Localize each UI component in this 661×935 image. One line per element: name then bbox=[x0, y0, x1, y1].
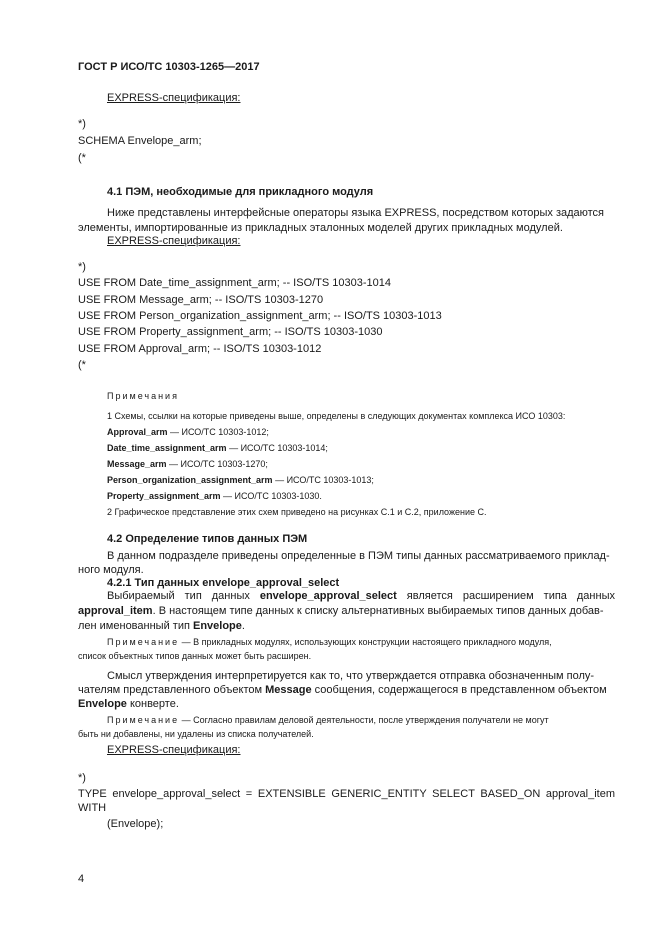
document-header: ГОСТ Р ИСО/ТС 10303-1265—2017 bbox=[78, 61, 260, 73]
code-line: USE FROM Message_arm; -- ISO/TS 10303-1270 bbox=[78, 294, 324, 306]
code-line: (* bbox=[78, 152, 86, 164]
paragraph-line: ного модуля. bbox=[78, 564, 144, 576]
paragraph-line: approval_item. В настоящем типе данных к списку альтернативных выбираемых типов данных добав- bbox=[78, 605, 604, 617]
express-spec-label: EXPRESS-спецификация: bbox=[107, 235, 241, 247]
note-item: Date_time_assignment_arm — ИСО/ТС 10303-1014; bbox=[107, 443, 328, 453]
notes-heading: Примечания bbox=[107, 391, 179, 401]
paragraph-line: лен именованный тип Envelope. bbox=[78, 620, 245, 632]
note-line: Примечание — Согласно правилам деловой деятельности, после утверждения получатели не могут bbox=[107, 715, 549, 725]
note-line: Примечание — В прикладных модулях, использующих конструкции настоящего прикладного модуля, bbox=[107, 637, 552, 647]
code-line: TYPE envelope_approval_select = EXTENSIBLE GENERIC_ENTITY SELECT BASED_ON approval_item bbox=[78, 788, 615, 800]
section-title: 4.1 ПЭМ, необходимые для прикладного модуля bbox=[107, 186, 374, 198]
paragraph-line: Ниже представлены интерфейсные операторы языка EXPRESS, посредством которых задаются bbox=[107, 207, 605, 219]
subsection-title: 4.2.1 Тип данных envelope_approval_select bbox=[107, 577, 340, 589]
note-item: Approval_arm — ИСО/ТС 10303-1012; bbox=[107, 427, 269, 437]
paragraph-line: Смысл утверждения интерпретируется как то, что утверждается отправка обозначенным полу- bbox=[107, 670, 595, 682]
note-item: Person_organization_assignment_arm — ИСО/ТС 10303-1013; bbox=[107, 475, 374, 485]
code-line: *) bbox=[78, 118, 86, 130]
note-item: Message_arm — ИСО/ТС 10303-1270; bbox=[107, 459, 268, 469]
express-spec-label: EXPRESS-спецификация: bbox=[107, 92, 241, 104]
code-line: USE FROM Date_time_assignment_arm; -- ISO/TS 10303-1014 bbox=[78, 277, 392, 289]
section-title: 4.2 Определение типов данных ПЭМ bbox=[107, 533, 308, 545]
code-line: USE FROM Person_organization_assignment_arm; -- ISO/TS 10303-1013 bbox=[78, 310, 442, 322]
note-line: быть ни добавлены, ни удалены из списка получателей. bbox=[78, 729, 314, 739]
code-line: SCHEMA Envelope_arm; bbox=[78, 135, 202, 147]
code-line: WITH bbox=[78, 802, 107, 814]
code-line: *) bbox=[78, 261, 86, 273]
code-line: *) bbox=[78, 772, 86, 784]
paragraph-line: Выбираемый тип данных envelope_approval_select является расширением типа данных bbox=[107, 590, 615, 602]
code-line: USE FROM Property_assignment_arm; -- ISO/TS 10303-1030 bbox=[78, 326, 383, 338]
paragraph-line: В данном подразделе приведены определенные в ПЭМ типы данных рассматриваемого приклад- bbox=[107, 550, 610, 562]
paragraph-line: чателям представленного объектом Message сообщения, содержащегося в представленном объектом bbox=[78, 684, 607, 696]
code-line: USE FROM Approval_arm; -- ISO/TS 10303-1012 bbox=[78, 343, 322, 355]
note-line: 1 Схемы, ссылки на которые приведены выше, определены в следующих документах комплекса ИСО 10303: bbox=[107, 411, 566, 421]
paragraph-line: элементы, импортированные из прикладных эталонных моделей других прикладных модулей. bbox=[78, 222, 563, 234]
note-item: Property_assignment_arm — ИСО/ТС 10303-1030. bbox=[107, 491, 322, 501]
express-spec-label: EXPRESS-спецификация: bbox=[107, 744, 241, 756]
page-number: 4 bbox=[78, 873, 85, 885]
code-line: (Envelope); bbox=[107, 818, 164, 830]
note-line: список объектных типов данных может быть расширен. bbox=[78, 651, 312, 661]
paragraph-line: Envelope конверте. bbox=[78, 698, 179, 710]
code-line: (* bbox=[78, 359, 86, 371]
note-line: 2 Графическое представление этих схем приведено на рисунках С.1 и С.2, приложение С. bbox=[107, 507, 487, 517]
